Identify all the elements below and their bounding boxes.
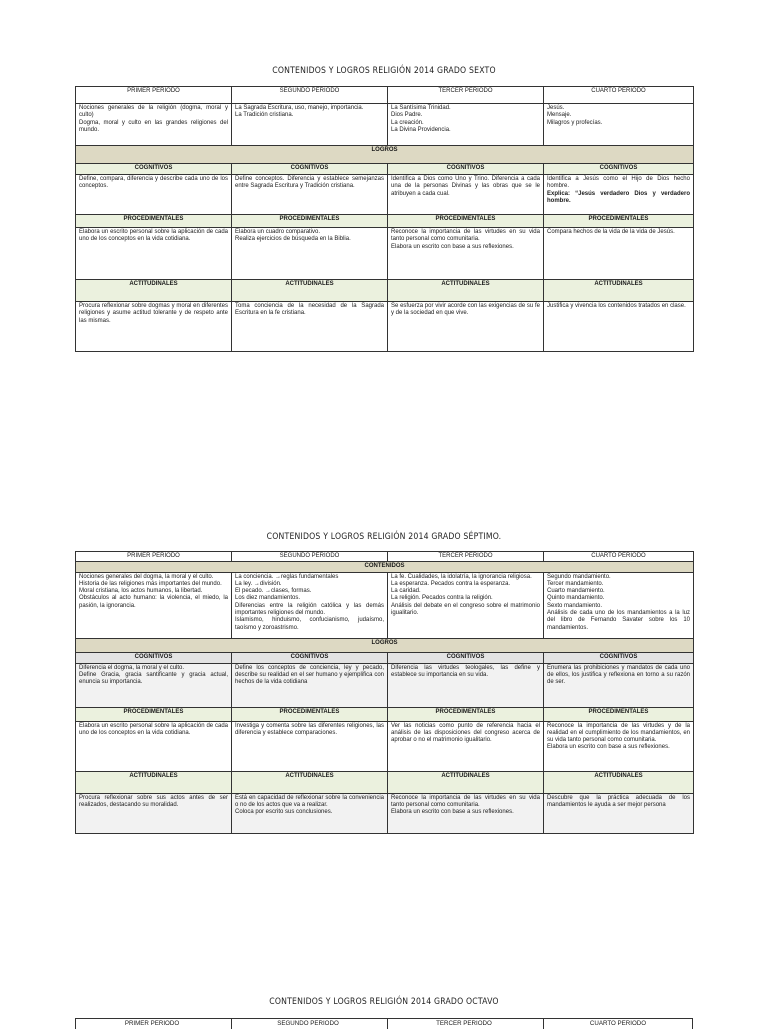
- logro-line: Diferencia las virtudes teologales, las define y establece su importancia en su vida.: [391, 664, 540, 678]
- period-header: PRIMER PERIODO: [124, 1020, 180, 1027]
- logro-line: Define conceptos. Diferencia y establece semejanzas entre Sagrada Escritura y Tradición cristiana.: [235, 176, 384, 190]
- logro-line: Ver las noticias como punto de referencia hacia el análisis de las disposiciones del congreso acerca de aprobar o no el matrimonio igualitario.: [391, 722, 540, 744]
- content-line: El pecado. →clases, formas.: [235, 588, 312, 595]
- cognitivo-cell: [544, 175, 694, 215]
- logro-line: Explica: “Jesús verdadero Dios y verdadero hombre.: [547, 190, 690, 204]
- actitudinal-cell: [544, 793, 694, 833]
- actitudinales-row: [76, 793, 694, 833]
- content-cell: [76, 572, 232, 638]
- content-cell: [544, 572, 694, 638]
- content-line: Moral cristiana, los actos humanos, la libertad.: [79, 588, 203, 595]
- table-septimo: [75, 551, 694, 834]
- content-line: Dogma, moral y culto en las grandes religiones del mundo.: [79, 119, 228, 133]
- content-line: Sexto mandamiento.: [547, 602, 603, 609]
- logros-header: LOGROS: [76, 146, 694, 164]
- logro-line: Descubre que la práctica adecuada de los mandamientos le ayuda a ser mejor persona: [547, 794, 690, 808]
- logro-line: Enumera las prohibiciones y mandatos de cada uno de ellos, los justifica y reflexiona en torno a su razón de ser.: [547, 664, 690, 686]
- content-line: La ley. →división.: [235, 580, 282, 587]
- cognitivos-header: COGNITIVOS: [544, 164, 694, 175]
- cognitivos-header: COGNITIVOS: [232, 164, 388, 175]
- actitudinal-cell: [388, 302, 544, 352]
- content-line: Los diez mandamientos.: [235, 595, 301, 602]
- procedimental-cell: [544, 721, 694, 771]
- actitudinal-cell: [76, 793, 232, 833]
- cognitivo-cell: [388, 175, 544, 215]
- content-line: Diferencias entre la religión católica y las demás importantes religiones del mundo.: [235, 602, 384, 617]
- procedimentales-header: PROCEDIMENTALES: [388, 215, 544, 228]
- logro-line: Reconoce la importancia de las virtudes en su vida tanto personal como comunitaria.: [391, 229, 540, 243]
- period-header: TERCER PERIODO: [436, 1020, 492, 1027]
- content-line: Milagros y profecías.: [547, 119, 603, 126]
- procedimental-cell: [232, 228, 388, 280]
- cognitivos-header: COGNITIVOS: [76, 652, 232, 663]
- actitudinal-cell: [232, 793, 388, 833]
- content-cell: [232, 572, 388, 638]
- procedimental-cell: [388, 721, 544, 771]
- content-line: La fe. Cualidades, la idolatría, la ignorancia religiosa.: [391, 573, 532, 580]
- content-line: La Divina Providencia.: [391, 126, 451, 133]
- content-line: Quinto mandamiento.: [547, 595, 605, 602]
- procedimentales-header: PROCEDIMENTALES: [232, 215, 388, 228]
- logro-line: Compara hechos de la vida de la vida de Jesús.: [547, 229, 675, 235]
- period-header: TERCER PERIODO: [388, 87, 544, 104]
- period-header: SEGUNDO PERIODO: [232, 87, 388, 104]
- logro-line: Elabora un escrito personal sobre la aplicación de cada uno de los conceptos en la vida cotidiana.: [79, 229, 228, 243]
- logro-line: Realiza ejercicios de búsqueda en la Biblia.: [235, 236, 351, 243]
- procedimental-cell: [76, 228, 232, 280]
- content-line: Jesús.: [547, 105, 565, 111]
- cognitivo-cell: [232, 663, 388, 707]
- content-line: Dios Padre.: [391, 112, 423, 119]
- logro-line: Se esfuerza por vivir acorde con las exigencias de su fe y de la sociedad en que vive.: [391, 303, 540, 317]
- actitudinal-cell: [388, 793, 544, 833]
- content-cell: [232, 104, 388, 146]
- actitudinal-cell: [76, 302, 232, 352]
- content-line: Obstáculos al acto humano: la violencia, el miedo, la pasión, la ignorancia.: [79, 595, 228, 609]
- content-line: Cuarto mandamiento.: [547, 588, 605, 595]
- cognitivos-row: [76, 663, 694, 707]
- logro-line: Justifica y vivencia los contenidos tratados en clase.: [547, 303, 686, 309]
- logro-line: Procura reflexionar sobre sus actos antes de ser realizados, destacando su moralidad.: [79, 794, 228, 808]
- content-line: Análisis de cada uno de los mandamientos a la luz del libro de Fernando Savater sobre los 10 mandamientos.: [547, 610, 690, 631]
- contenidos-header: CONTENIDOS: [76, 562, 694, 572]
- content-line: La conciencia. →reglas fundamentales: [235, 573, 339, 580]
- period-header: SEGUNDO PERIODO: [232, 552, 388, 562]
- period-header: CUARTO PERIODO: [544, 87, 694, 104]
- period-header-row: [76, 552, 694, 562]
- actitudinales-header-row: [76, 771, 694, 793]
- content-cell: [544, 104, 694, 146]
- logro-line: Investiga y comenta sobre las diferentes religiones, las diferencia y establece comparaciones.: [235, 722, 384, 736]
- period-header: TERCER PERIODO: [388, 552, 544, 562]
- content-line: Historia de las religiones más importantes del mundo.: [79, 580, 222, 587]
- actitudinales-header: ACTITUDINALES: [76, 771, 232, 793]
- logro-line: Reconoce la importancia de las virtudes en su vida tanto personal como comunitaria.: [391, 794, 540, 808]
- cognitivos-header: COGNITIVOS: [232, 652, 388, 663]
- actitudinales-header-row: [76, 280, 694, 302]
- content-cell: [76, 104, 232, 146]
- procedimental-cell: [544, 228, 694, 280]
- actitudinal-cell: [232, 302, 388, 352]
- cognitivo-cell: [388, 663, 544, 707]
- logros-header: LOGROS: [76, 638, 694, 652]
- cognitivo-cell: [76, 663, 232, 707]
- content-cell: [388, 104, 544, 146]
- content-line: Islamismo, hinduismo, confucianismo, judaísmo, taoísmo y zoroastrismo.: [235, 617, 384, 631]
- logro-line: Elabora un escrito con base a sus reflexiones.: [547, 744, 670, 751]
- logro-line: Procura reflexionar sobre dogmas y moral en diferentes religiones y asume actitud tolerante y de respeto ante las mismas.: [79, 303, 228, 324]
- procedimentales-header: PROCEDIMENTALES: [76, 215, 232, 228]
- cognitivos-row: [76, 175, 694, 215]
- actitudinales-header: ACTITUDINALES: [232, 771, 388, 793]
- logro-line: Está en capacidad de reflexionar sobre la conveniencia o no de los actos que va a realizar.: [235, 794, 384, 808]
- period-header: PRIMER PERIODO: [76, 87, 232, 104]
- period-header: CUARTO PERIODO: [589, 1020, 647, 1027]
- logros-row: [76, 146, 694, 164]
- logro-line: Coloca por escrito sus conclusiones.: [235, 809, 333, 816]
- procedimentales-row: [76, 721, 694, 771]
- actitudinales-header: ACTITUDINALES: [388, 280, 544, 302]
- contents-row: [76, 104, 694, 146]
- contents-row: [76, 572, 694, 638]
- period-header: CUARTO PERIODO: [544, 552, 694, 562]
- cognitivos-header-row: [76, 652, 694, 663]
- logro-line: Diferencia el dogma, la moral y el culto.: [79, 664, 185, 671]
- logro-line: Elabora un escrito con base a sus reflexiones.: [391, 243, 514, 250]
- logro-line: Elabora un escrito con base a sus reflexiones.: [391, 809, 514, 816]
- logro-line: Toma conciencia de la necesidad de la Sagrada Escritura en la fe cristiana.: [235, 303, 384, 317]
- actitudinales-header: ACTITUDINALES: [544, 280, 694, 302]
- content-line: Tercer mandamiento.: [547, 580, 604, 587]
- procedimentales-header: PROCEDIMENTALES: [544, 707, 694, 721]
- contenidos-row: [76, 562, 694, 572]
- content-line: Nociones generales de la religión (dogma, moral y culto): [79, 105, 228, 119]
- content-cell: [388, 572, 544, 638]
- cognitivos-header: COGNITIVOS: [544, 652, 694, 663]
- table-sexto: [75, 86, 694, 352]
- logro-line: Elabora un cuadro comparativo.: [235, 229, 321, 235]
- cognitivos-header-row: [76, 164, 694, 175]
- actitudinales-header: ACTITUDINALES: [76, 280, 232, 302]
- procedimentales-header: PROCEDIMENTALES: [76, 707, 232, 721]
- cognitivos-header: COGNITIVOS: [388, 652, 544, 663]
- procedimentales-header-row: [76, 707, 694, 721]
- content-line: La creación.: [391, 119, 424, 126]
- content-line: Análisis del debate en el congreso sobre el matrimonio igualitario.: [391, 602, 540, 617]
- content-line: La esperanza. Pecados contra la esperanza.: [391, 580, 511, 587]
- section-title-septimo: CONTENIDOS Y LOGROS RELIGIÓN 2014 GRADO SÉPTIMO.: [266, 532, 502, 542]
- cognitivos-header: COGNITIVOS: [388, 164, 544, 175]
- logros-row: [76, 638, 694, 652]
- logro-line: Define los conceptos de conciencia, ley y pecado, describe su realidad en el ser humano y ejemplifica con hechos de la vida cotidiana: [235, 664, 384, 686]
- procedimentales-header: PROCEDIMENTALES: [544, 215, 694, 228]
- cognitivos-header: COGNITIVOS: [76, 164, 232, 175]
- logro-line: Identifica a Dios como Uno y Trino. Diferencia a cada una de la personas Divinas y las obras que se le atribuyen a cada cual.: [391, 176, 540, 197]
- procedimental-cell: [388, 228, 544, 280]
- procedimentales-row: [76, 228, 694, 280]
- period-header-row: [76, 87, 694, 104]
- procedimentales-header: PROCEDIMENTALES: [232, 707, 388, 721]
- actitudinales-header: ACTITUDINALES: [544, 771, 694, 793]
- procedimentales-header: PROCEDIMENTALES: [388, 707, 544, 721]
- section-title-octavo: CONTENIDOS Y LOGROS RELIGIÓN 2014 GRADO OCTAVO: [269, 997, 499, 1007]
- procedimental-cell: [76, 721, 232, 771]
- content-line: La Tradición cristiana.: [235, 112, 294, 119]
- actitudinales-header: ACTITUDINALES: [388, 771, 544, 793]
- content-line: La religión. Pecados contra la religión.: [391, 595, 493, 602]
- content-line: Nociones generales del dogma, la moral y el culto.: [79, 573, 214, 580]
- actitudinales-row: [76, 302, 694, 352]
- logro-line: Elabora un escrito personal sobre la aplicación de cada uno de los conceptos en la vida cotidiana.: [79, 722, 228, 736]
- content-line: La caridad.: [391, 588, 421, 595]
- actitudinal-cell: [544, 302, 694, 352]
- content-line: Mensaje.: [547, 112, 572, 119]
- section-title-sexto: CONTENIDOS Y LOGROS RELIGIÓN 2014 GRADO SEXTO: [272, 66, 496, 76]
- content-line: La Santísima Trinidad.: [391, 105, 451, 111]
- logro-line: Define, compara, diferencia y describe cada uno de los conceptos.: [79, 176, 228, 190]
- procedimentales-header-row: [76, 215, 694, 228]
- logro-line: Define Gracia, gracia santificante y gracia actual, enuncia su importancia.: [79, 671, 228, 686]
- period-header: SEGUNDO PERIODO: [277, 1020, 339, 1027]
- cognitivo-cell: [544, 663, 694, 707]
- actitudinales-header: ACTITUDINALES: [232, 280, 388, 302]
- procedimental-cell: [232, 721, 388, 771]
- period-header: PRIMER PERIODO: [76, 552, 232, 562]
- content-line: Segundo mandamiento.: [547, 573, 611, 580]
- content-line: La Sagrada Escritura, uso, manejo, importancia.: [235, 105, 364, 111]
- cognitivo-cell: [76, 175, 232, 215]
- logro-line: Reconoce la importancia de las virtudes y de la realidad en el cumplimiento de los mandamientos, en su vida tanto personal como comunitaria.: [547, 722, 690, 744]
- logro-line: Identifica a Jesús como el Hijo de Dios hecho hombre.: [547, 176, 690, 190]
- cognitivo-cell: [232, 175, 388, 215]
